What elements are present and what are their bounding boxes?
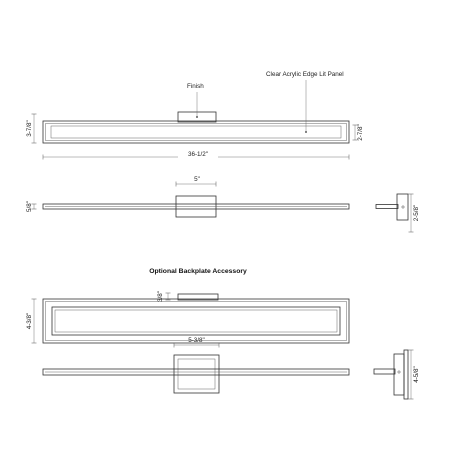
side-depth-label: 2-5/8" xyxy=(413,204,420,222)
front-height-label: 3-7/8" xyxy=(26,120,33,137)
panel-height-label: 2-7/8" xyxy=(357,124,364,141)
finish-label: Finish xyxy=(187,83,204,90)
bp-top-plate xyxy=(174,355,219,393)
bp-side-canopy xyxy=(394,354,404,395)
side-arm xyxy=(376,205,398,209)
backplate-side-view xyxy=(374,350,420,399)
backplate-front-view xyxy=(26,291,349,343)
bp-side-plate xyxy=(404,350,408,399)
bp-fixture-inner xyxy=(55,310,337,332)
bp-side-depth-label: 4-5/8" xyxy=(413,366,420,383)
canopy-width-label: 5" xyxy=(194,176,200,183)
section-title: Optional Backplate Accessory xyxy=(149,268,247,275)
backplate-top-view xyxy=(43,337,349,393)
bp-fixture-outer xyxy=(52,307,340,335)
side-view xyxy=(376,194,420,232)
front-frame-outer xyxy=(43,121,349,143)
bp-height-label: 4-3/8" xyxy=(26,312,33,330)
front-panel-inner xyxy=(51,126,341,138)
bp-side-arm xyxy=(374,369,395,374)
length-label: 36-1/2" xyxy=(187,151,209,158)
bp-top-canopy xyxy=(178,359,215,389)
finish-leader-dot xyxy=(196,116,198,118)
panel-label: Clear Acrylic Edge Lit Panel xyxy=(266,71,344,78)
top-depth-label: 5/8" xyxy=(26,201,33,212)
bp-canopy-width-label: 5-3/8" xyxy=(188,337,205,344)
top-view xyxy=(26,176,349,217)
front-view xyxy=(26,71,364,160)
bp-canopy-height-label: 3/8" xyxy=(157,291,164,302)
panel-leader-dot xyxy=(305,131,307,133)
